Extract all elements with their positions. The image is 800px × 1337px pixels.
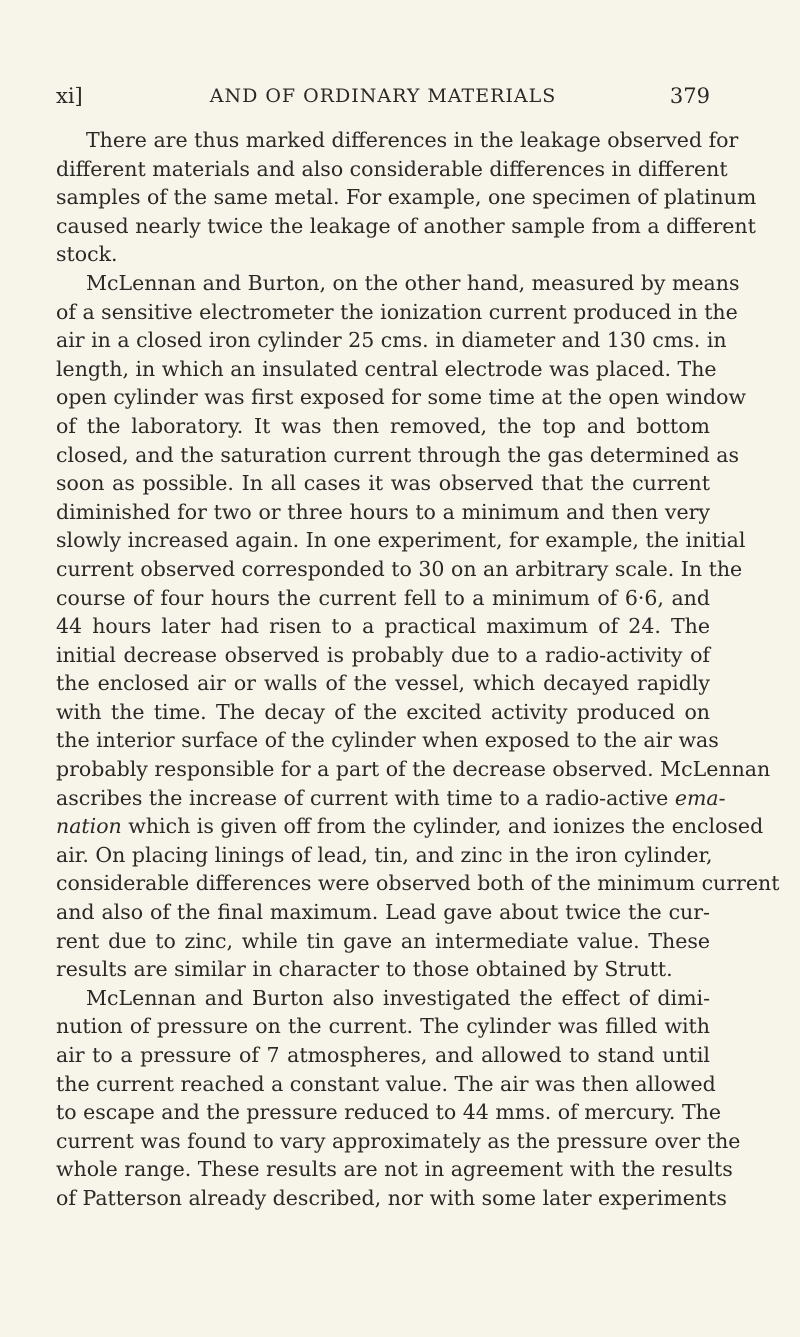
- text-line: soon as possible. In all cases it was observed that the current: [56, 471, 710, 496]
- running-title: AND OF ORDINARY MATERIALS: [209, 85, 557, 107]
- italic-term: nation: [56, 814, 122, 839]
- text-line: with the time. The decay of the excited activity produced on: [56, 699, 710, 724]
- text-line: length, in which an insulated central electrode was placed. The: [56, 356, 717, 381]
- text-line: closed, and the saturation current through the gas determined as: [56, 442, 740, 467]
- text-line: results are similar in character to those obtained by Strutt.: [56, 957, 673, 982]
- text-line: considerable differences were observed both of the minimum current: [56, 871, 780, 896]
- text-line: whole range. These results are not in agreement with the results: [56, 1157, 733, 1182]
- text-line: of the laboratory. It was then removed, the top and bottom: [56, 413, 710, 438]
- text-line-with-italic: [56, 784, 726, 813]
- running-head: [56, 80, 710, 112]
- text-line: the enclosed air or walls of the vessel, which decayed rapidly: [56, 671, 710, 696]
- text-line: and also of the final maximum. Lead gave about twice the cur-: [56, 900, 710, 925]
- text-line: McLennan and Burton also investigated the effect of dimi-: [86, 985, 710, 1010]
- text-line: current was found to vary approximately as the pressure over the: [56, 1128, 741, 1153]
- text-line: rent due to zinc, while tin gave an intermediate value. These: [56, 928, 710, 953]
- text-line: air to a pressure of 7 atmospheres, and allowed to stand until: [56, 1043, 710, 1067]
- text-line: open cylinder was first exposed for some time at the open window: [56, 385, 747, 410]
- text-line: of Patterson already described, nor with some later experiments: [56, 1185, 727, 1210]
- text-line: air in a closed iron cylinder 25 cms. in diameter and 130 cms. in: [56, 328, 727, 353]
- text-line: diminished for two or three hours to a minimum and then very: [56, 499, 710, 524]
- text-line: probably responsible for a part of the decrease observed. McLennan: [56, 757, 771, 782]
- text-line: of a sensitive electrometer the ionization current produced in the: [56, 299, 738, 324]
- chapter-number: xi]: [56, 84, 83, 108]
- text-line: caused nearly twice the leakage of another sample from a different: [56, 213, 756, 238]
- text-line: There are thus marked differences in the leakage observed for: [86, 128, 739, 152]
- text-line: 44 hours later had risen to a practical maximum of 24. The: [56, 614, 710, 639]
- page-number: 379: [669, 84, 710, 108]
- text-line: initial decrease observed is probably due to a radio-activity of: [56, 642, 710, 667]
- italic-term: ema-: [674, 785, 726, 810]
- text-line: samples of the same metal. For example, one specimen of platinum: [56, 185, 757, 210]
- text-line-with-italic: [56, 812, 764, 841]
- text-line: stock.: [56, 242, 118, 267]
- text-segment: ascribes the increase of current with time to a radio-active: [56, 785, 669, 810]
- text-segment: which is given off from the cylinder, and ionizes the enclosed: [128, 814, 764, 839]
- text-line: nution of pressure on the current. The cylinder was filled with: [56, 1014, 710, 1039]
- text-line: different materials and also considerable differences in different: [56, 156, 728, 181]
- text-line: slowly increased again. In one experiment, for example, the initial: [56, 528, 746, 553]
- text-line: course of four hours the current fell to a minimum of 6·6, and: [56, 585, 710, 610]
- text-line: McLennan and Burton, on the other hand, measured by means: [86, 270, 740, 295]
- text-line: the current reached a constant value. The air was then allowed: [56, 1071, 716, 1096]
- body-text: [56, 126, 780, 1213]
- text-line: the interior surface of the cylinder when exposed to the air was: [56, 728, 719, 753]
- text-line: to escape and the pressure reduced to 44 mms. of mercury. The: [56, 1100, 721, 1125]
- text-line: air. On placing linings of lead, tin, and zinc in the iron cylinder,: [56, 842, 713, 867]
- text-line: current observed corresponded to 30 on an arbitrary scale. In the: [56, 556, 743, 581]
